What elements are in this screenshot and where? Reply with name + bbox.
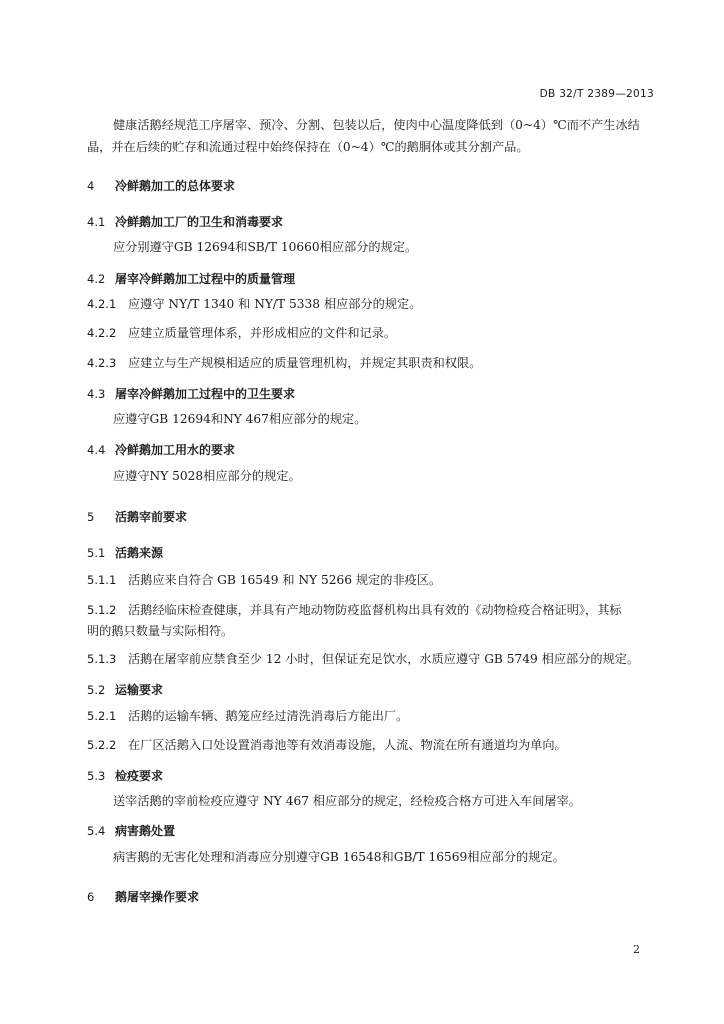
section-title: 活鹅宰前要求 — [115, 510, 188, 524]
clause-text: 活鹅在屠宰前应禁食至少 12 小时，但保证充足饮水，水质应遵守 GB 5749 相应部分的规定。 — [128, 652, 640, 666]
clause-text: 活鹅经临床检查健康，并具有产地动物防疫监督机构出具有效的《动物检疫合格证明》，其标 — [128, 603, 622, 617]
clause-5-1-2 — [87, 599, 667, 621]
section-5-3-heading — [87, 767, 163, 784]
section-number: 6 — [87, 890, 95, 904]
clause-text: 应遵守 NY/T 1340 和 NY/T 5338 相应部分的规定。 — [128, 297, 422, 311]
clause-5-1-1 — [87, 569, 667, 591]
intro-line-2: 晶，并在后续的贮存和流通过程中始终保持在（0~4）℃的鹅胴体或其分割产品。 — [87, 140, 529, 154]
clause-5-1-3 — [87, 648, 667, 670]
section-title: 屠宰冷鲜鹅加工过程中的质量管理 — [115, 272, 296, 286]
section-title: 病害鹅处置 — [115, 824, 176, 838]
section-title: 活鹅来源 — [115, 546, 164, 560]
clause-number: 5.2.1 — [87, 709, 117, 723]
section-5-2-heading — [87, 681, 163, 698]
clause-5-1-2-cont: 明的鹅只数量与实际相符。 — [87, 624, 234, 638]
section-5-heading — [87, 508, 187, 525]
section-4-4-body: 应遵守NY 5028相应部分的规定。 — [113, 469, 301, 483]
clause-number: 4.2.1 — [87, 297, 117, 311]
section-number: 4.1 — [87, 215, 106, 229]
section-4-3-body: 应遵守GB 12694和NY 467相应部分的规定。 — [113, 412, 367, 426]
section-5-1-heading — [87, 544, 163, 561]
clause-4-2-1 — [87, 293, 667, 315]
section-number: 5.3 — [87, 769, 106, 783]
section-number: 5 — [87, 510, 95, 524]
section-title: 冷鲜鹅加工厂的卫生和消毒要求 — [115, 215, 284, 229]
section-title: 鹅屠宰操作要求 — [115, 890, 200, 904]
section-number: 4.2 — [87, 272, 106, 286]
section-4-1-body: 应分别遵守GB 12694和SB/T 10660相应部分的规定。 — [113, 240, 418, 254]
section-5-4-heading — [87, 822, 175, 839]
clause-text: 应建立与生产规模相适应的质量管理机构，并规定其职责和权限。 — [128, 356, 482, 370]
clause-number: 5.1.2 — [87, 603, 117, 617]
page-number: 2 — [633, 943, 640, 956]
section-title: 冷鲜鹅加工用水的要求 — [115, 443, 236, 457]
section-5-3-body: 送宰活鹅的宰前检疫应遵守 NY 467 相应部分的规定，经检疫合格方可进入车间屠宰。 — [113, 794, 581, 808]
clause-number: 4.2.3 — [87, 356, 117, 370]
section-title: 检疫要求 — [115, 769, 164, 783]
section-title: 屠宰冷鲜鹅加工过程中的卫生要求 — [115, 387, 296, 401]
section-6-heading — [87, 888, 199, 905]
clause-5-2-2 — [87, 734, 667, 756]
clause-text: 活鹅的运输车辆、鹅笼应经过清洗消毒后方能出厂。 — [128, 709, 409, 723]
section-number: 4.3 — [87, 387, 106, 401]
section-4-1-heading — [87, 213, 283, 230]
clause-number: 5.1.3 — [87, 652, 117, 666]
clause-number: 5.1.1 — [87, 573, 117, 587]
section-4-4-heading — [87, 441, 235, 458]
clause-5-2-1 — [87, 705, 667, 727]
section-title: 冷鲜鹅加工的总体要求 — [115, 179, 236, 193]
section-number: 4 — [87, 179, 95, 193]
section-number: 5.1 — [87, 546, 106, 560]
clause-text: 活鹅应来自符合 GB 16549 和 NY 5266 规定的非疫区。 — [128, 573, 442, 587]
section-5-4-body: 病害鹅的无害化处理和消毒应分别遵守GB 16548和GB/T 16569相应部分的规定。 — [113, 850, 565, 864]
section-number: 5.4 — [87, 824, 106, 838]
clause-number: 5.2.2 — [87, 738, 117, 752]
clause-number: 4.2.2 — [87, 326, 117, 340]
section-4-2-heading — [87, 270, 295, 287]
section-number: 4.4 — [87, 443, 106, 457]
intro-line-1: 健康活鹅经规范工序屠宰、预冷、分割、包装以后，使肉中心温度降低到（0~4）℃而不产生冰结 — [113, 118, 640, 132]
clause-4-2-3 — [87, 352, 667, 374]
clause-4-2-2 — [87, 322, 667, 344]
page-header: DB 32/T 2389—2013 — [539, 88, 654, 100]
clause-text: 在厂区活鹅入口处设置消毒池等有效消毒设施，人流、物流在所有通道均为单向。 — [128, 738, 567, 752]
clause-text: 应建立质量管理体系，并形成相应的文件和记录。 — [128, 326, 397, 340]
section-title: 运输要求 — [115, 683, 164, 697]
section-4-3-heading — [87, 385, 295, 402]
section-4-heading — [87, 177, 235, 194]
section-number: 5.2 — [87, 683, 106, 697]
